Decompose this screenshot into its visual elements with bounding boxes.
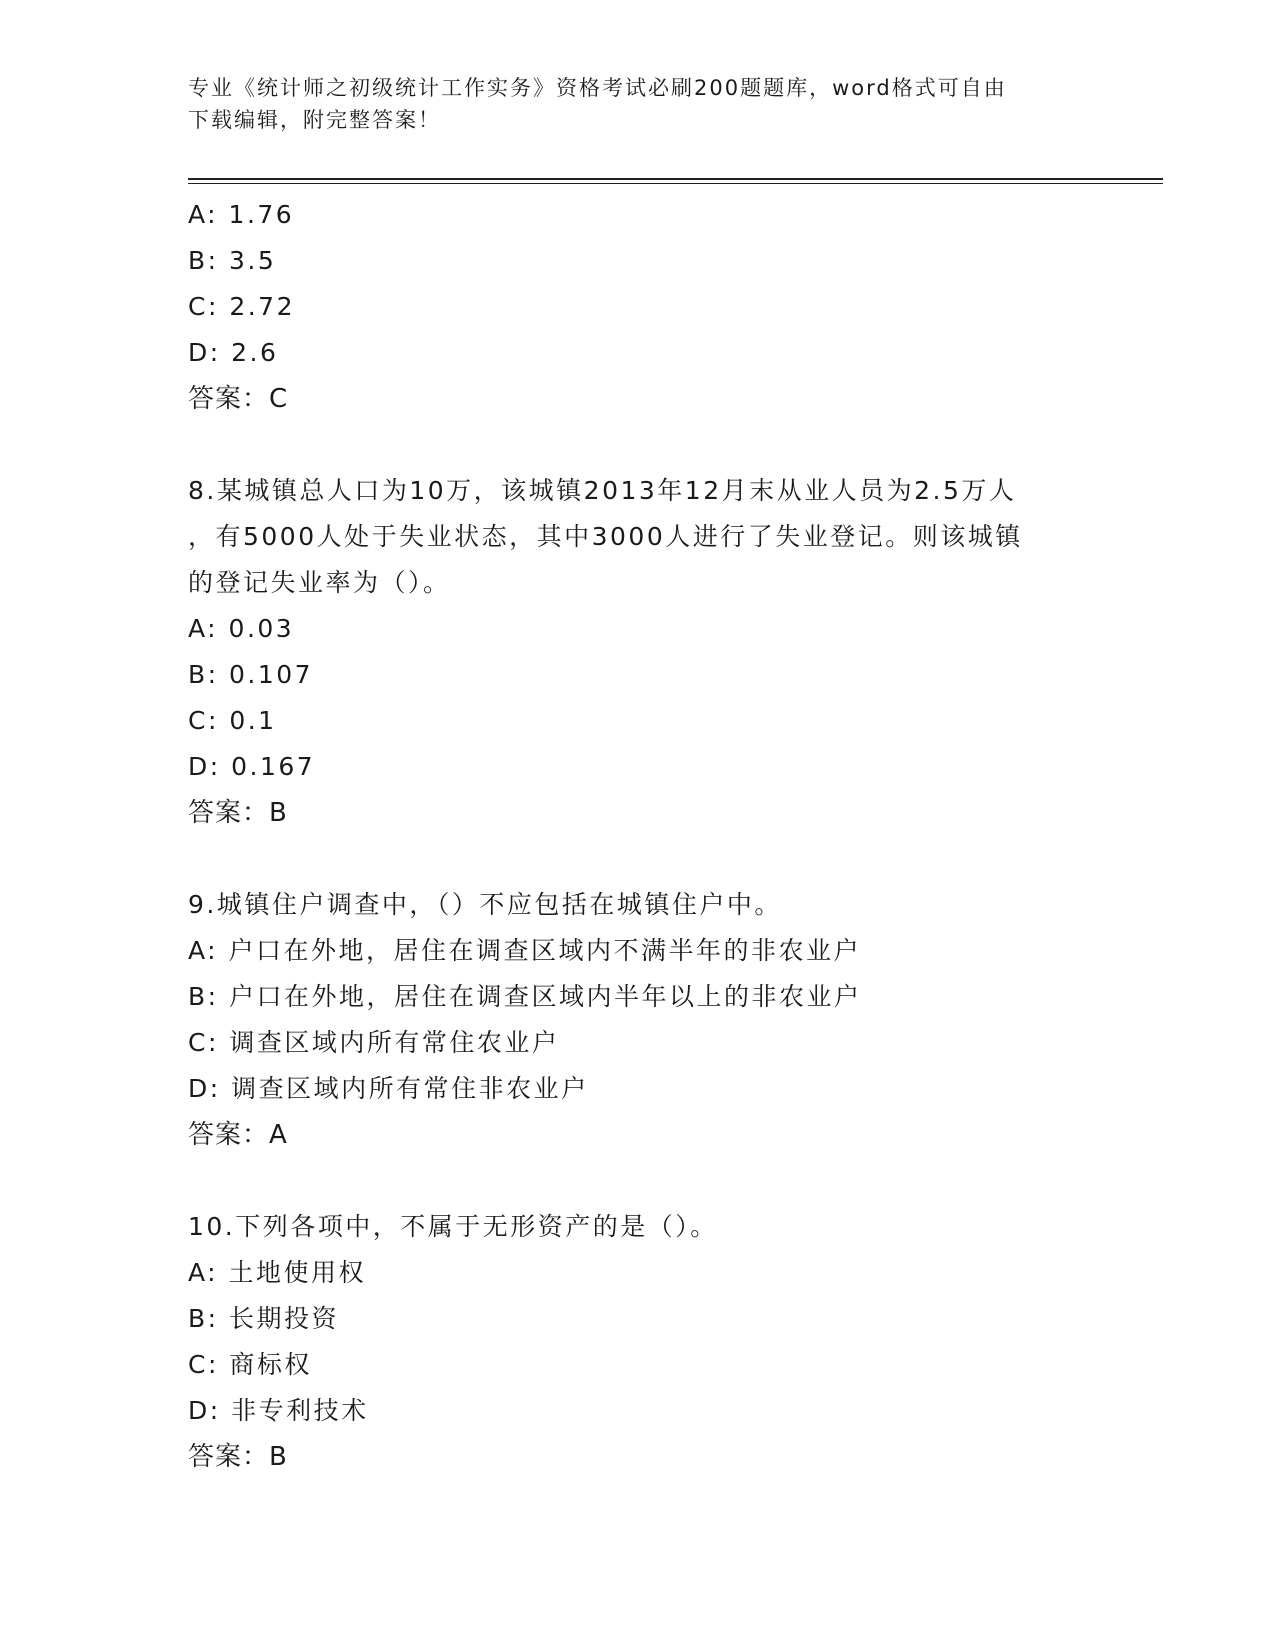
document-header [188,72,1088,136]
question-9 [188,882,1163,1158]
header-line-2: 下载编辑，附完整答案！ [188,108,441,132]
option-b: B: 户口在外地，居住在调查区域内半年以上的非农业户 [188,982,862,1011]
option-d: D: 2.6 [188,338,279,367]
spacer [188,422,1163,468]
question-text-line: ，有5000人处于失业状态，其中3000人进行了失业登记。则该城镇 [188,522,1023,551]
question-text-line: 8.某城镇总人口为10万，该城镇2013年12月末从业人员为2.5万人 [188,476,1017,505]
spacer [188,1158,1163,1204]
answer: 答案：C [188,384,289,414]
option-c: C: 2.72 [188,292,295,321]
answer: 答案：B [188,798,288,828]
option-c: C: 商标权 [188,1350,312,1379]
option-a: A: 土地使用权 [188,1258,367,1287]
option-b: B: 3.5 [188,246,277,275]
option-d: D: 0.167 [188,752,316,781]
question-list [188,192,1163,1480]
answer: 答案：B [188,1442,288,1472]
option-b: B: 长期投资 [188,1304,340,1333]
answer: 答案：A [188,1120,288,1150]
option-c: C: 0.1 [188,706,277,735]
question-text-line: 9.城镇住户调查中，（）不应包括在城镇住户中。 [188,890,782,919]
question-text-line: 10.下列各项中，不属于无形资产的是（）。 [188,1212,718,1241]
spacer [188,836,1163,882]
option-d: D: 调查区域内所有常住非农业户 [188,1074,589,1103]
option-a: A: 0.03 [188,614,295,643]
option-d: D: 非专利技术 [188,1396,369,1425]
question-7 [188,192,1163,422]
option-c: C: 调查区域内所有常住农业户 [188,1028,560,1057]
header-line-1: 专业《统计师之初级统计工作实务》资格考试必刷200题题库，word格式可自由 [188,76,1007,100]
option-a: A: 户口在外地，居住在调查区域内不满半年的非农业户 [188,936,862,965]
question-8 [188,468,1163,836]
header-divider [188,178,1163,184]
question-text-line: 的登记失业率为（）。 [188,568,451,597]
option-b: B: 0.107 [188,660,314,689]
option-a: A: 1.76 [188,200,295,229]
question-10 [188,1204,1163,1480]
